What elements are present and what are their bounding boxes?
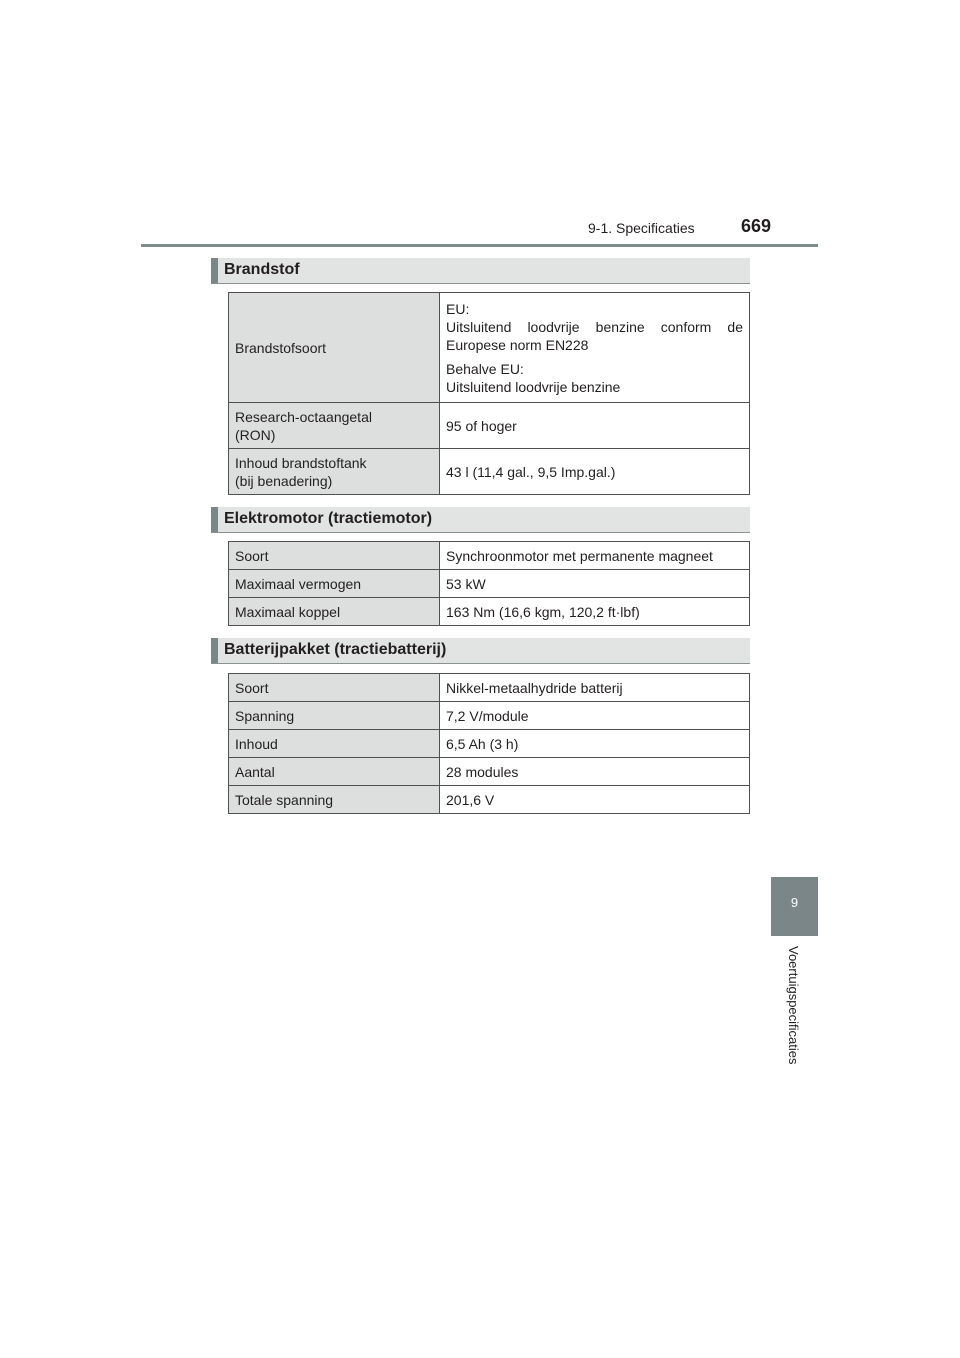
table-row (229, 542, 750, 570)
chapter-tab-number: 9 (790, 895, 799, 910)
table-row (229, 786, 750, 814)
section-title-text: Brandstof (224, 261, 300, 278)
spec-label: Inhoud (229, 730, 440, 758)
spec-value: 43 l (11,4 gal., 9,5 Imp.gal.) (440, 449, 750, 495)
section-title-text: Elektromotor (tractiemotor) (224, 510, 433, 527)
spec-value: 7,2 V/module (440, 702, 750, 730)
section-title-elektromotor (211, 507, 750, 533)
spec-label: Spanning (229, 702, 440, 730)
spec-value: 95 of hoger (440, 403, 750, 449)
section-heading: 9-1. Specificaties (588, 220, 695, 236)
spec-value: 53 kW (440, 570, 750, 598)
table-row (229, 758, 750, 786)
spec-label: Soort (229, 674, 440, 702)
section-title-bar (211, 507, 218, 532)
section-title-bar (211, 258, 218, 283)
spec-label: Aantal (229, 758, 440, 786)
spec-value: 28 modules (440, 758, 750, 786)
spec-label: Maximaal vermogen (229, 570, 440, 598)
spec-label (229, 449, 440, 495)
spec-value: Nikkel-metaalhydride batterij (440, 674, 750, 702)
chapter-tab[interactable] (771, 877, 818, 936)
spec-label: Brandstofsoort (229, 293, 440, 403)
spec-value: Synchroonmotor met permanente magneet (440, 542, 750, 570)
table-row (229, 730, 750, 758)
section-title-text: Batterijpakket (tractiebatterij) (224, 641, 447, 658)
table-row (229, 403, 750, 449)
spec-value-line: EU: (446, 300, 470, 317)
spec-value: 201,6 V (440, 786, 750, 814)
table-row (229, 293, 750, 403)
table-row (229, 570, 750, 598)
header-rule (141, 244, 818, 247)
spec-value-line: Uitsluitend loodvrije benzine (446, 378, 621, 395)
section-title-batterijpakket (211, 638, 750, 664)
spec-value: 6,5 Ah (3 h) (440, 730, 750, 758)
fuel-spec-table (228, 292, 750, 495)
section-title-brandstof (211, 258, 750, 284)
spec-label-line: (RON) (235, 426, 276, 443)
spec-value: 163 Nm (16,6 kgm, 120,2 ft·lbf) (440, 598, 750, 626)
spec-label: Maximaal koppel (229, 598, 440, 626)
spec-label: Soort (229, 542, 440, 570)
spec-label-line: (bij benadering) (235, 472, 333, 489)
spec-label: Totale spanning (229, 786, 440, 814)
table-row (229, 674, 750, 702)
spec-label-line: Research-octaangetal (235, 408, 372, 425)
motor-spec-table (228, 541, 750, 626)
table-row (229, 449, 750, 495)
table-row (229, 702, 750, 730)
spec-label (229, 403, 440, 449)
battery-spec-table (228, 673, 750, 814)
chapter-tab-label: Voertuigspecificaties (786, 946, 801, 1065)
table-row (229, 598, 750, 626)
page-number: 669 (741, 216, 772, 236)
section-title-bar (211, 638, 218, 663)
spec-value-line: Behalve EU: (446, 360, 524, 377)
spec-value (440, 293, 750, 403)
spec-label-line: Inhoud brandstoftank (235, 454, 367, 471)
spec-value-line: Uitsluitend loodvrije benzine conform de Europese norm EN228 (446, 318, 743, 353)
